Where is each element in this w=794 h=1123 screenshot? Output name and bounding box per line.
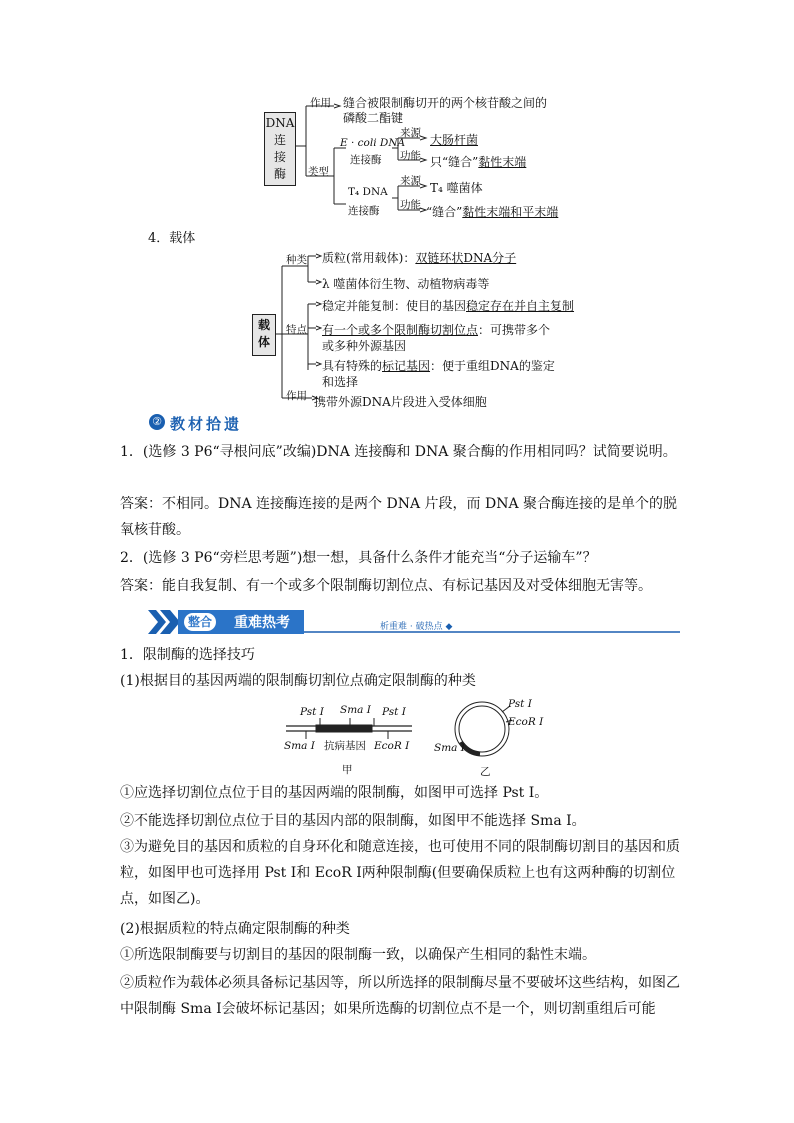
vector-heading: 4．载体 [148,231,196,246]
section2-badge [149,414,165,430]
part1-sub2: (2)根据质粒的特点确定限制酶的种类 [120,921,350,937]
feature-2-suffix: ：可携带多个 [478,323,551,337]
ecoli-name-1: E · coli DNA [340,137,406,149]
jia-gene: 抗病基因 [324,740,366,752]
kind-label: 种类 [286,254,307,266]
ecoli-name-2: 连接酶 [350,154,382,166]
jia-ecor: EcoR Ⅰ [374,740,410,752]
t4-function-prefix: “缝合” [426,205,463,219]
feature-2-ul: 有一个或多个限制酶切割位点 [322,323,479,337]
feature-3-ul: 标记基因 [382,359,431,373]
t4-name-1: T₄ DNA [348,186,388,198]
t4-function-label: 功能 [400,199,421,211]
part1-heading: 1．限制酶的选择技巧 [120,647,255,663]
jia-sma-bottom: Sma Ⅰ [284,740,315,752]
role-text-1: 缝合被限制酶切开的两个核苷酸之间的 [343,96,548,110]
paragraph-3: ③为避免目的基因和质粒的自身环化和随意连接，也可使用不同的限制酶切割目的基因和质粒，如图甲也可选择用 Pst Ⅰ和 EcoR Ⅰ两种限制酶(但要确保质粒上也有这两种酶的切割位点，如图乙)。 [120,839,680,907]
feature-3-prefix: 具有特殊的 [322,359,383,373]
part1-sub1: (1)根据目的基因两端的限制酶切割位点确定限制酶的种类 [120,673,476,689]
paragraph-4: ①所选限制酶要与切割目的基因的限制酶一致，以确保产生相同的黏性末端。 [120,947,596,963]
t4-function-ul: 黏性末端和平末端 [462,205,559,219]
type-label: 类型 [308,166,329,178]
kind-1-prefix: 质粒(常用载体)： [322,251,416,265]
role-label: 作用 [310,97,331,109]
section-banner [148,608,680,636]
ecoli-function-ul: 黏性末端 [478,155,527,169]
use-label: 作用 [286,390,307,402]
feature-1-prefix: 稳定并能复制：使目的基因 [322,299,467,313]
section2-title: 教材拾遗 [170,415,243,433]
t4-source-label: 来源 [400,175,421,187]
ecoli-function-label: 功能 [400,150,421,162]
kind-2: λ 噬菌体衍生物、动植物病毒等 [322,277,490,291]
feature-2-line2: 或多种外源基因 [322,339,407,353]
feature-label: 特点 [286,324,307,336]
banner-right-text: 析重难 · 破热点 ◆ [380,622,453,632]
role-text-2: 磷酸二酯键 [343,111,404,125]
section2-badge-text: ② [152,415,162,428]
jia-pst-left: Pst Ⅰ [300,706,324,718]
kind-1-ul: 双链环状DNA分子 [415,251,517,265]
yi-pst: Pst Ⅰ [508,698,532,710]
t4-name-2: 连接酶 [348,205,380,217]
banner-title: 重难热考 [234,615,290,631]
banner-badge-text: 整合 [188,615,213,629]
ligase-root-label: DNA 连 接 酶 [265,116,295,181]
answer-2: 答案：能自我复制、有一个或多个限制酶切割位点、有标记基因及对受体细胞无害等。 [120,578,652,594]
question-1: 1．(选修 3 P6“寻根问底”改编)DNA 连接酶和 DNA 聚合酶的作用相同吗？试简要说明。 [120,444,677,460]
feature-1-ul: 稳定存在并自主复制 [466,299,575,313]
paragraph-1: ①应选择切割位点位于目的基因两端的限制酶，如图甲可选择 Pst Ⅰ。 [120,785,549,801]
yi-ecor: EcoR Ⅰ [508,716,544,728]
jia-sma-top: Sma Ⅰ [340,704,371,716]
yi-sma: Sma Ⅰ [434,742,465,754]
feature-3-suffix: ：便于重组DNA的鉴定 [430,359,555,373]
ecoli-function-prefix: 只“缝合” [430,155,479,169]
ecoli-source: 大肠杆菌 [430,133,479,147]
paragraph-2: ②不能选择切割位点位于目的基因内部的限制酶，如图甲不能选择 Sma Ⅰ。 [120,813,586,829]
yi-caption: 乙 [480,766,491,778]
ecoli-source-label: 来源 [400,127,421,139]
answer-1: 答案：不相同。DNA 连接酶连接的是两个 DNA 片段，而 DNA 聚合酶连接的是单个的脱氧核苷酸。 [120,496,678,538]
jia-pst-right: Pst Ⅰ [382,706,406,718]
vector-root-label: 载 体 [257,318,270,349]
t4-source: T₄ 噬菌体 [430,181,483,195]
question-2: 2．(选修 3 P6“旁栏思考题”)想一想，具备什么条件才能充当“分子运输车”？ [120,550,597,566]
jia-caption: 甲 [342,764,353,776]
feature-3-line2: 和选择 [322,375,359,389]
banner-badge [184,613,216,631]
use-text: 携带外源DNA片段进入受体细胞 [314,395,487,409]
paragraph-5: ②质粒作为载体必须具备标记基因等，所以所选择的限制酶尽量不要破坏这些结构，如图乙中限制酶 Sma Ⅰ会破坏标记基因；如果所选酶的切割位点不是一个，则切割重组后可能 [120,975,680,1017]
